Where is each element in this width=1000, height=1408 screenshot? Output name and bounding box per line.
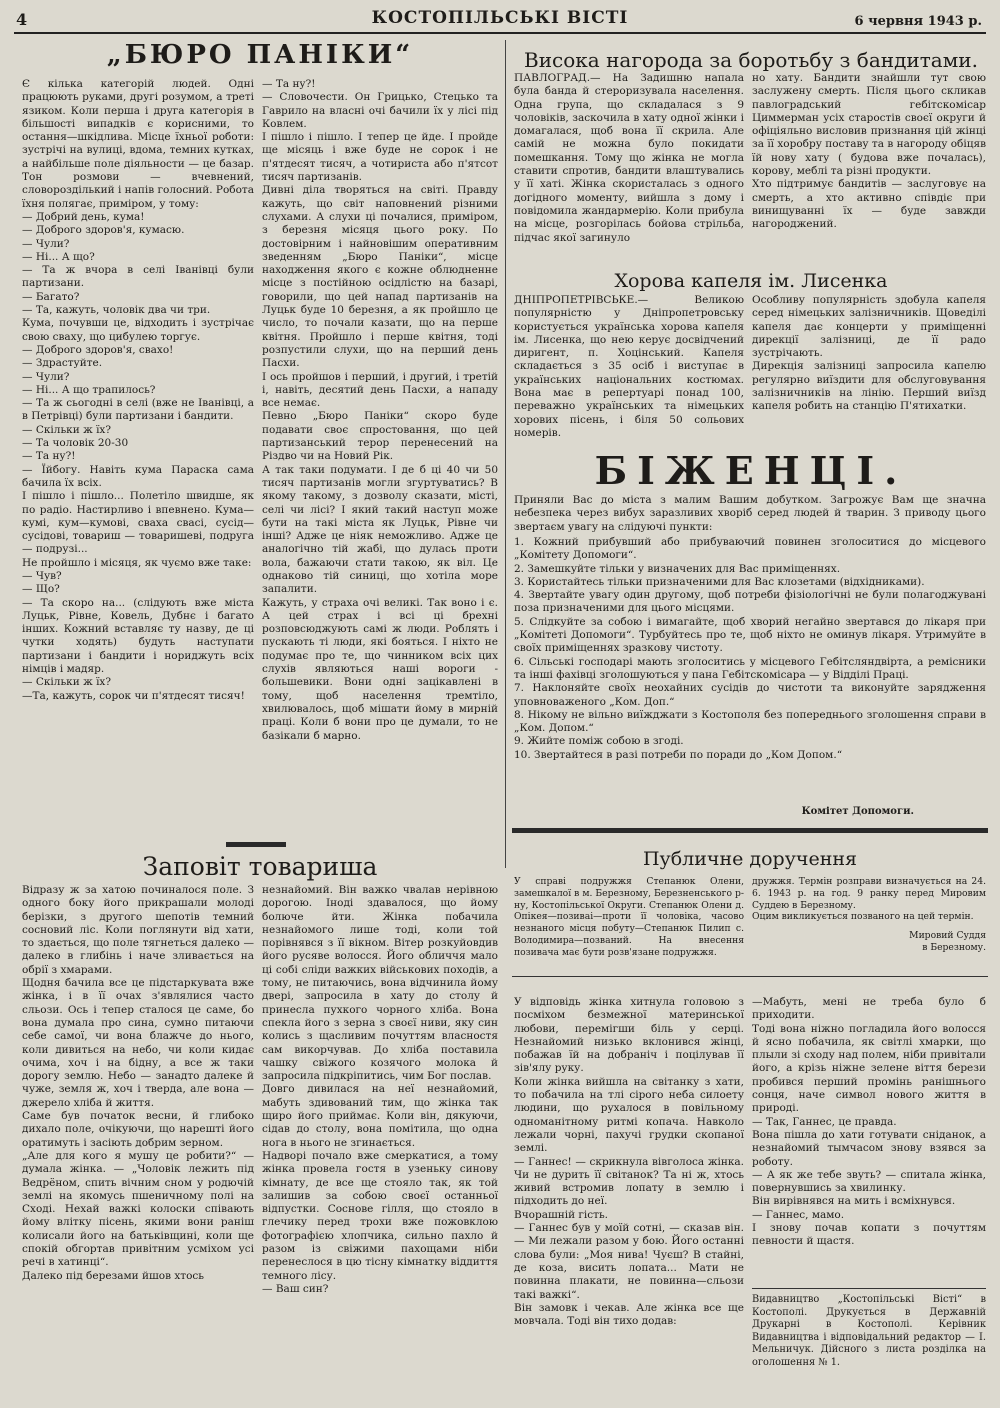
bizhentsi-point: 9. Жийте поміж собою в згоді. (514, 735, 684, 748)
buro-column-2: — Та ну?! — Словочести. Он Грицько, Стецько та Гаврило на власні очі бачили їх у лісі під Ковлем. І пішло і пішло. І тепер це йде. І пройде ще місяць і вже буде не сорок і не п'ятдесят тисяч, а чотириста або п'ятсот тисяч партизанів. Дивні діла творяться на світі. Правду кажуть, що світ наповнений різними слухами. А слухи ці почалися, приміром, з березня місяця цього року. По достовірним і найновішим оперативним зведенням „Бюро Паніки“, місце находження якого є кожне облюдненне місце з постійною осідлістю на базарі, говорили, що цей напад партизанів на Луцьк буде 10 березня, а як пройшло це число, то почали казати, що на перше квітня. Пройшло і перше квітня, тоді розпустили слухи, що на перший день Пасхи. І ось пройшов і перший, і другий, і третій і, навіть, десятий день Пасхи, а нападу все немає. Певно „Бюро Паніки“ скоро буде подавати своє спростовання, що цей партизанський терор перенесений на Різдво чи на Новий Рік. А так таки подумати. І де б ці 40 чи 50 тисяч партизанів могли згуртуватись? В якому такому, з дозволу сказати, місті, селі чи лісі? І який такий наступ може бути на такі міста як Луцьк, Рівне чи інші? Адже це ніяк неможливо. Адже це аналогічно тій жабі, що дулась проти вола, бажаючи стати такою, як віл. Це однаково тій синиці, що хотіла море запалити. Кажуть, у страха очі великі. Так воно і є. А цей страх і всі ці брехні розповсюджують самі ж люди. Роблять і пускають ті люди, які бояться. І ніхто не подумає про те, що чинником всіх цих слухів являються наші вороги - большевики. Вони одні зацікавлені в тому, щоб населення тремтіло, хвилювалось, щоб мішати йому в мирній праці. Коли б вони про це думали, то не базікали б марно. (262, 78, 498, 742)
column-divider (505, 40, 506, 868)
nagoroda-column-2: но хату. Бандити знайшли тут свою заслужену смерть. Після цього скликав павлоградський гебітскомісар Циммерман усіх старостів своєї округи й офіціяльно висловив признання цій жінці за її хоробру поставу та в нагороду обіцяв їй нову хату ( будова вже почалась), корову, меблі та різні продукти. Хто підтримує бандитів — заслуговує на смерть, а хто активно співдіє при винищуванні їх — буде завжди нагороджений. (752, 72, 986, 231)
doruchennya-column-1: У справі подружжя Степанюк Олени, замешкалої в м. Березному, Березненського р-ну, Костопільської Округи. Степанюк Олени д. Опікея—позиваі—проти її чоловіка, часово незнаного місця побуту—Степанюк Пилип с. Володимира—позваний. На внесення позивача має бути розв'язане подружжя. (514, 876, 744, 958)
imprint: Видавництво „Костопільські Вісті“ в Костополі. Друкується в Державній Друкарні в Костополі. Керівник Видавництва і відповідальний редактор — І. Мельничук. Дійсного з листа розділка на оголошення № 1. (752, 1294, 986, 1368)
bizhentsi-title: БІЖЕНЦІ. (594, 448, 908, 493)
kapela-column-2: Особливу популярність здобула капеля серед німецьких залізничників. Щоведілі капеля дає концерти у приміщенні дирекції залізниці, де її радо зустрічають. Дирекція залізниці запросила капелю регулярно виїздити для обслуговування залізничників на лінію. Перший виїзд капеля робить на станцію П'ятихатки. (752, 294, 986, 413)
bizhentsi-point: 7. Наклоняйте своїх неохайних сусідів до чистоти та виконуйте зарядження уповноваженого „Ком. Доп.“ (514, 682, 986, 708)
notice-rule (512, 976, 988, 977)
bizhentsi-points (514, 536, 986, 798)
bizhentsi-point: 1. Кожний прибувший або прибуваючий повинен зголоситися до місцевого „Комітету Допомоги“. (514, 536, 986, 562)
doruchennya-title: Публичне доручення (642, 848, 858, 870)
header-rule (14, 32, 986, 34)
doruchennya-signature: Мировий Суддя в Березному. (909, 930, 986, 953)
imprint-rule (752, 1288, 986, 1289)
separator-bar (226, 842, 286, 847)
issue-date: 6 червня 1943 р. (854, 14, 982, 29)
newspaper-title: КОСТОПІЛЬСЬКІ ВІСТІ (371, 8, 629, 28)
zapovit-column-1: Відразу ж за хатою починалося поле. З одного боку його прикрашали молоді берізки, з другого шепотів темний сосновий ліс. Коли поглянути від хати, то здається, що поле тягнеться далеко — далеко в глибінь і наче зливається на обрії з хмарами. Щодня бачила все це підстаркувата вже жінка, і в її очах з'являлися часто сльози. Ось і тепер сталося це саме, бо вона думала про сина, сумно питаючи себе самої, чи вона блажче до нього, коли дивиться на небо, чи коли кидає очима, хоч і на бідну, а все ж таки дорогу землю. Небо — занадто далеке й чуже, земля ж, хоч і тверда, але вона — джерело хліба й життя. Саме був початок весни, й глибоко дихало поле, очікуючи, що нарешті його оратимуть і засіють добрим зерном. „Але для кого я мушу це робити?“ — думала жінка. — „Чоловік лежить під Ведрёном, спить вічним сном у родючій землі на якомусь пшеничному полі на Сході. Нехай важкі колоски співають йому влітку пісень, якими вони раніш колисали його на батьківщині, коли ще спокій обгортав привітним усміхом усі речі в хатинці“. Далеко під березами йшов хтось (22, 884, 254, 1282)
doruchennya-column-2: дружжя. Термін розправи визначується на 24. 6. 1943 р. на год. 9 ранку перед Мировим Суддею в Березному. Оцим викликується позваного на цей термін. (752, 876, 986, 923)
bizhentsi-point: 2. Замешкуйте тільки у визначених для Вас приміщеннях. (514, 562, 841, 575)
bizhentsi-point: 3. Користайтесь тільки призначеними для Вас клозетами (відхідниками). (514, 575, 925, 588)
bizhentsi-point: 6. Сільські господарі мають зголоситись у місцевого Гебітсляндвірта, а ремісники та інші фахівці зголошуються у пана Гебітскомісара — у Відділі Праці. (514, 655, 986, 681)
zapovit-column-3: У відповідь жінка хитнула головою з посміхом безмежної материнської любови, перемігши біль у серці. Незнайомий низько вклонився жінці, побажав їй на добраніч і поцілував її зів'ялу руку. Коли жінка вийшла на світанку з хати, то побачила на тлі сірого неба силоету людини, що рухалося в повільному одноманітному ритмі копача. Навколо лежали чорні, пахучі грудки скопаної землі. — Ганнес! — скрикнула вівголоса жінка. Чи не дурить її світанок? Та ні ж, хтось живий встромив лопату в землю і підходить до неї. Вчорашній гість. — Ганнес був у моїй сотні, — сказав він. — Ми лежали разом у бою. Його останні слова були: „Моя нива! Чуєш? В стайні, де коза, висить лопата... Мати не повинна плакати, не повинна—сльози такі важкі“. Він замовк і чекав. Але жінка все ще мовчала. Тоді він тихо додав: (514, 996, 744, 1328)
bizhentsi-point: 4. Звертайте увагу один другому, щоб потреби фізіологічні не були полагоджувані поза призначеними для цього місцями. (514, 589, 986, 615)
nagoroda-column-1: ПАВЛОГРАД.— На Задишню напала була банда й стероризувала населення. Одна група, що складалася з 9 чоловіків, заскочила в хату одної жінки і домагалася, щоб вона її скрила. Але самій не можна було покидати помешкання. Тому що жінка не могла ставити спротив, бандити влаштувались у її хаті. Жінка скористалась з одного догідного моменту, вийшла з дому і повідомила жандармерію. Коли прибула на місце, розгорілась бойова стрільба, підчас якої загинуло (514, 72, 744, 244)
zapovit-column-4: —Мабуть, мені не треба було б приходити. Тоді вона ніжно погладила його волосся й ясно побачила, як світлі хмарки, що плыли зі сходу над полем, ніби привітали його, а крізь ніжне зелене віття берези пробився перший промінь ранішнього сонця, наче символ нового життя в природі. — Так, Ганнес, це правда. Вона пішла до хати готувати сніданок, а незнайомий тымчасом знову взявся за роботу. — А як же тебе звуть? — спитала жінка, повернувшись за хвилинку. Він вирівнявся на мить і всміхнувся. — Ганнес, мамо. І знову почав копати з почуттям певности й щастя. (752, 996, 986, 1248)
nagoroda-title: Висока нагорода за боротьбу з бандитами. (524, 48, 978, 72)
bizhentsi-signature: Комітет Допомоги. (801, 806, 914, 817)
bizhentsi-intro: Приняли Вас до міста з малим Вашим добутком. Загрожує Вам ще значна небезпека через вибух заразливих хворіб серед людей й тварин. З приводу цього звертаєм увагу на слідуючі пункти: (514, 494, 986, 533)
separator-bar (512, 828, 988, 833)
zapovit-title: Заповіт товариша (142, 852, 378, 881)
buro-title: „БЮРО ПАНІКИ“ (106, 40, 414, 70)
kapela-column-1: ДНІПРОПЕТРІВСЬКЕ.— Великою популярністю у Дніпропетровську користується українська хорова капеля ім. Лисенка, що нею керує досвідчений диригент, п. Хоцінський. Капеля складається з 35 осіб і виступає в українських національних костюмах. Вона має в репертуарі понад 100, переважно українських та німецьких хорових пісень, і біля 50 сольових номерів. (514, 294, 744, 439)
buro-column-1: Є кілька категорій людей. Одні працюють руками, другі розумом, а треті язиком. Коли перша і друга категорія в більшості випадків є корисними, то остання—шкідлива. Місце їхньої роботи: зустрічі на вулиці, вдома, темних кутках, а найбільше поле діяльности — це базар. Тон розмови — вчевнений, словорозділький і напів голосний. Робота їхня полягає, приміром, у тому: — Добрий день, кума! — Доброго здоров'я, кумасю. — Чули? — Ні... А що? — Та ж вчора в селі Іванівці були партизани. — Багато? — Та, кажуть, чоловік два чи три. Кума, почувши це, відходить і зустрічає свою сваху, що цибулею торгує. — Доброго здоров'я, свахо! — Здрастуйте. — Чули? — Ні... А що трапилось? — Та ж сьогодні в селі (вже не Іванівці, а в Петрівці) були партизани і бандити. — Скільки ж їх? — Та чоловік 20-30 — Та ну?! — Їйбогу. Навіть кума Параска сама бачила їх всіх. І пішло і пішло... Полетіло швидше, як по радіо. Настирливо і впевнено. Кума—кумі, кум—кумові, сваха свасі, сусід—сусідові, товариш — товаришеві, подруга — подрузі... Не пройшло і місяця, як чуємо вже таке: — Чув? — Що? — Та скоро на... (слідують вже міста Луцьк, Рівне, Ковель, Дубнє і багато інших. Кожний вставляє ту назву, де ці чутки ходять) будуть наступати партизани і бандити і нориджуть всіх німців і мадяр. — Скільки ж їх? —Та, кажуть, сорок чи п'ятдесят тисяч! (22, 78, 254, 702)
bizhentsi-point: 10. Звертайтеся в разі потреби по поради до „Ком Допом.“ (514, 748, 843, 761)
zapovit-column-2: незнайомий. Він важко чвалав нерівною дорогою. Іноді здавалося, що йому болюче йти. Жінка побачила незнайомого лише тоді, коли той порівнявся з її вікном. Вітер розкуйовдив його русяве волосся. Його обличчя мало ці собі сліди важких військових походів, а тому, не питаючись, вона відчинила йому двері, запросила в хату до столу й принесла пухкого чорного хліба. Вона спекла його з зерна з своєї ниви, яку син колись з щасливим почуттям власностя сам викорчував. До хліба поставила чашку свіжого козячого молока й запросила підкріпитись, чим Бог послав. Довго дивилася на неї незнайомий, мабуть здивований тим, що жінка так щиро його приймає. Коли він, дякуючи, сідав до столу, вона помітила, що одна нога в нього не згинається. Надворі почало вже смеркатися, а тому жінка провела гостя в узеньку синову кімнату, де все ще стояло так, як той залишив за собою своєї останньої відпустки. Соснове гілля, що стояло в глечику перед трохи вже пожовклою фотографією хлопчика, сильно пахло й разом із свіжими пахощами ніби перенеслося в цю тісну кімнатку віддиття темного лісу. — Ваш син? (262, 884, 498, 1295)
bizhentsi-point: 5. Слідкуйте за собою і вимагайте, щоб хворий негайно звертався до лікаря при „Комітеті Допомоги“. Турбуйтесь про те, щоб ніхто не оминув лікаря. Утримуйте в своїх приміщеннях зразкову чистоту. (514, 615, 986, 655)
page-number: 4 (16, 10, 28, 29)
kapela-title: Хорова капеля ім. Лисенка (614, 270, 888, 292)
bizhentsi-point: 8. Нікому не вільно виїжджати з Костополя без попереднього зголошення справи в „Ком. Допом.“ (514, 708, 986, 735)
